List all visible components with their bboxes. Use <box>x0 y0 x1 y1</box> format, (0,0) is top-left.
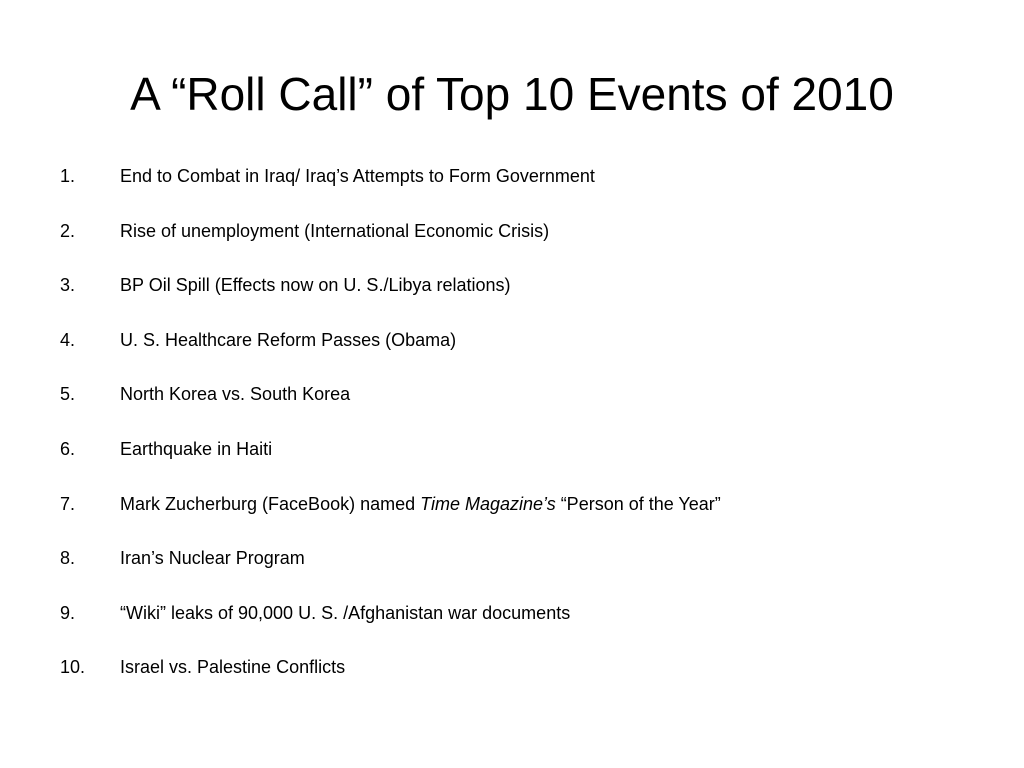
event-text-after: “Person of the Year” <box>555 493 721 514</box>
event-text: Earthquake in Haiti <box>120 438 273 459</box>
event-number: 9. <box>60 602 76 623</box>
event-list <box>60 162 980 708</box>
slide-title: A “Roll Call” of Top 10 Events of 2010 <box>130 68 894 120</box>
event-item-2 <box>60 217 980 272</box>
event-item-5 <box>60 380 980 435</box>
event-item-4 <box>60 326 980 381</box>
event-text: U. S. Healthcare Reform Passes (Obama) <box>120 329 457 350</box>
event-item-9 <box>60 599 980 654</box>
event-text <box>120 490 721 518</box>
event-number: 5. <box>60 384 76 405</box>
event-number: 8. <box>60 548 76 569</box>
event-item-10 <box>60 653 980 708</box>
event-text: North Korea vs. South Korea <box>120 384 351 405</box>
event-text-before: Mark Zucherburg (FaceBook) named <box>120 493 421 514</box>
event-text-italic: Time Magazine’s <box>420 493 556 514</box>
event-number: 3. <box>60 275 76 296</box>
event-item-1 <box>60 162 980 217</box>
event-text: BP Oil Spill (Effects now on U. S./Libya relations) <box>120 275 511 296</box>
event-number: 4. <box>60 329 76 350</box>
event-number: 2. <box>60 220 76 241</box>
event-text: End to Combat in Iraq/ Iraq’s Attempts to Form Government <box>120 166 595 186</box>
event-number: 10. <box>60 657 86 678</box>
event-text: Israel vs. Palestine Conflicts <box>120 657 346 678</box>
event-item-3 <box>60 271 980 326</box>
event-text: “Wiki” leaks of 90,000 U. S. /Afghanistan war documents <box>120 602 571 623</box>
event-number: 1. <box>60 166 76 186</box>
event-text: Rise of unemployment (International Economic Crisis) <box>120 220 550 241</box>
event-item-7 <box>60 490 980 545</box>
event-number: 6. <box>60 438 76 459</box>
event-item-6 <box>60 435 980 490</box>
event-item-8 <box>60 544 980 599</box>
event-number: 7. <box>60 493 76 514</box>
event-text: Iran’s Nuclear Program <box>120 548 305 569</box>
